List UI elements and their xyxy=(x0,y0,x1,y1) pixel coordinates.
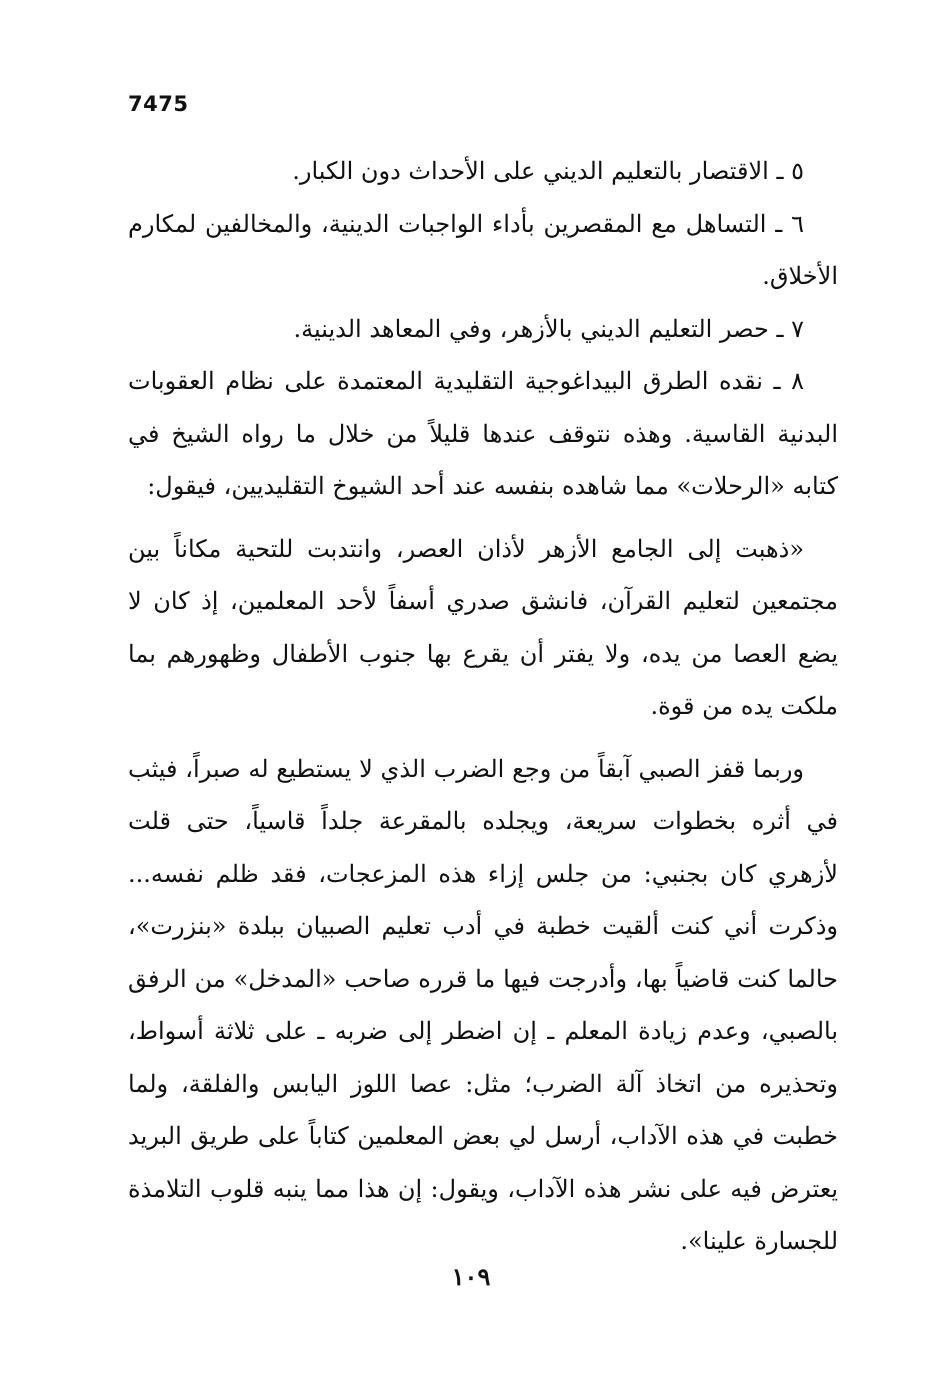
list-item-8: ٨ ـ نقده الطرق البيداغوجية التقليدية المعتمدة على نظام العقوبات البدنية القاسية. وهذه نتوقف عندها قليلاً من خلال ما رواه الشيخ في كتابه «الرحلات» مما شاهده بنفسه عند أحد الشيوخ التقليديين، فيقول: xyxy=(128,367,838,500)
quote-paragraph-2: وربما قفز الصبي آبقاً من وجع الضرب الذي لا يستطيع له صبراً، فيثب في أثره بخطوات سريعة، ويجلده بالمقرعة جلداً قاسياً، حتى قلت لأزهري كان بجنبي: من جلس إزاء هذه المزعجات، فقد ظلم نفسه... وذكرت أني كنت ألقيت خطبة في أدب تعليم الصبيان ببلدة «بنزرت»، حالما كنت قاضياً بها، وأدرجت فيها ما قرره صاحب «المدخل» من الرفق بالصبي، وعدم زيادة المعلم ـ إن اضطر إلى ضربه ـ على ثلاثة أسواط، وتحذيره من اتخاذ آلة الضرب؛ مثل: عصا اللوز اليابس والفلقة، ولما خطبت في هذه الآداب، أرسل لي بعض المعلمين كتاباً على طريق البريد يعترض فيه على نشر هذه الآداب، ويقول: إن هذا مما ينبه قلوب التلامذة للجسارة علينا». xyxy=(128,754,839,1255)
list-item-7: ٧ ـ حصر التعليم الديني بالأزهر، وفي المعاهد الدينية. xyxy=(293,314,804,343)
quote-paragraph-1: «ذهبت إلى الجامع الأزهر لأذان العصر، وانتدبت للتحية مكاناً بين مجتمعين لتعليم القرآن، فانشق صدري أسفاً لأحد المعلمين، إذ كان لا يضع العصا من يده، ولا يفتر أن يقرع بها جنوب الأطفال وظهورهم بما ملكت يده من قوة. xyxy=(128,534,838,720)
document-id: 7475 xyxy=(128,92,189,116)
list-item-5: ٥ ـ الاقتصار بالتعليم الديني على الأحداث دون الكبار. xyxy=(292,157,804,185)
page-body xyxy=(128,145,838,1268)
list-item-6: ٦ ـ التساهل مع المقصرين بأداء الواجبات الدينية، والمخالفين لمكارم الأخلاق. xyxy=(128,209,838,290)
page-number: ١٠٩ xyxy=(451,1262,491,1291)
